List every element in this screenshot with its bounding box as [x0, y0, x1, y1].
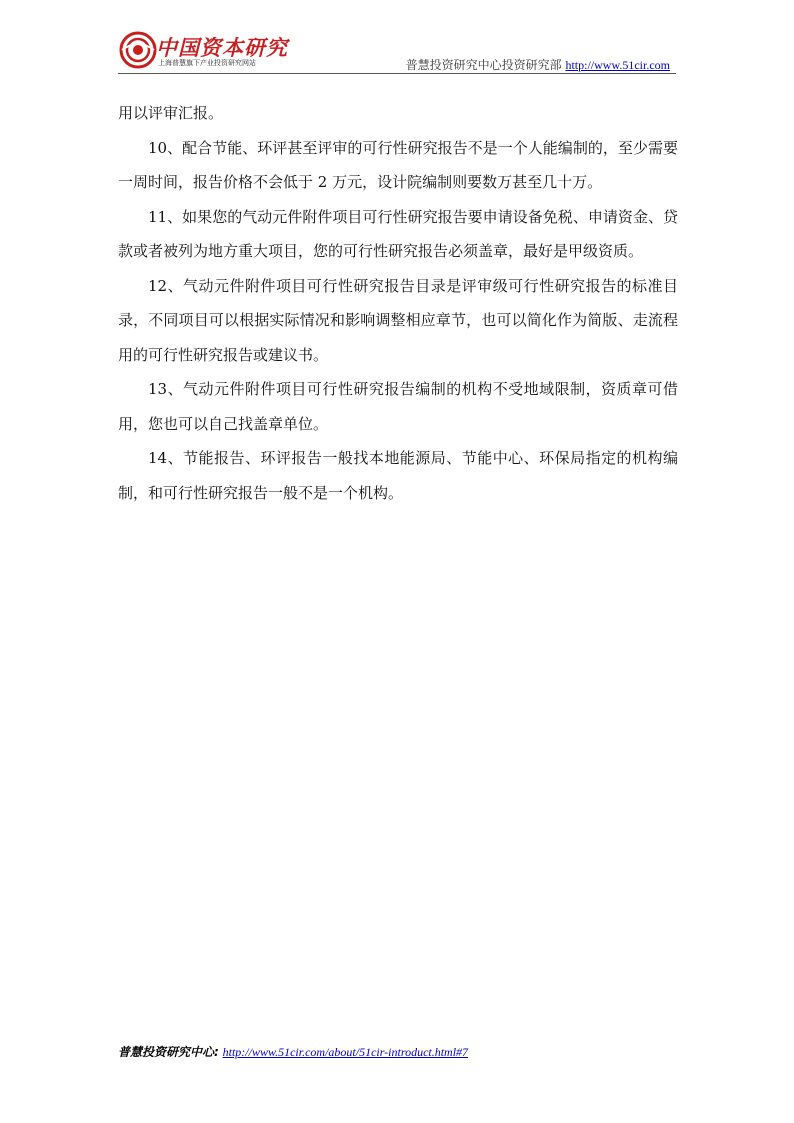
document-body	[118, 96, 678, 510]
paragraph-item-12: 12、气动元件附件项目可行性研究报告目录是评审级可行性研究报告的标准目录，不同项目可以根据实际情况和影响调整相应章节，也可以简化作为简版、走流程用的可行性研究报告或建议书。	[118, 276, 678, 364]
logo-swirl-icon	[118, 30, 158, 70]
logo-title: 中国资本研究	[156, 35, 288, 60]
paragraph-item-11: 11、如果您的气动元件附件项目可行性研究报告要申请设备免税、申请资金、贷款或者被列为地方重大项目，您的可行性研究报告必须盖章，最好是甲级资质。	[118, 207, 678, 260]
footer-link[interactable]: http://www.51cir.com/about/51cir-introduct.html#7	[222, 1045, 469, 1059]
header-site-link[interactable]: http://www.51cir.com	[565, 58, 670, 72]
paragraph-item-14: 14、节能报告、环评报告一般找本地能源局、节能中心、环保局指定的机构编制，和可行性研究报告一般不是一个机构。	[118, 449, 678, 502]
site-logo[interactable]	[118, 30, 288, 72]
header-source	[406, 56, 670, 73]
paragraph-continuation: 用以评审汇报。	[118, 104, 224, 122]
page-footer	[118, 1043, 468, 1060]
page-header	[118, 30, 676, 74]
footer-label: 普慧投资研究中心:	[118, 1045, 219, 1059]
paragraph-item-10: 10、配合节能、环评甚至评审的可行性研究报告不是一个人能编制的，至少需要一周时间，报告价格不会低于 2 万元，设计院编制则要数万甚至几十万。	[118, 138, 678, 191]
paragraph-item-13: 13、气动元件附件项目可行性研究报告编制的机构不受地域限制，资质章可借用，您也可以自己找盖章单位。	[118, 380, 678, 433]
logo-subtitle: 上海普慧旗下产业投资研究网站	[158, 59, 256, 67]
header-source-text: 普慧投资研究中心投资研究部	[405, 58, 562, 72]
header-divider	[118, 73, 676, 74]
